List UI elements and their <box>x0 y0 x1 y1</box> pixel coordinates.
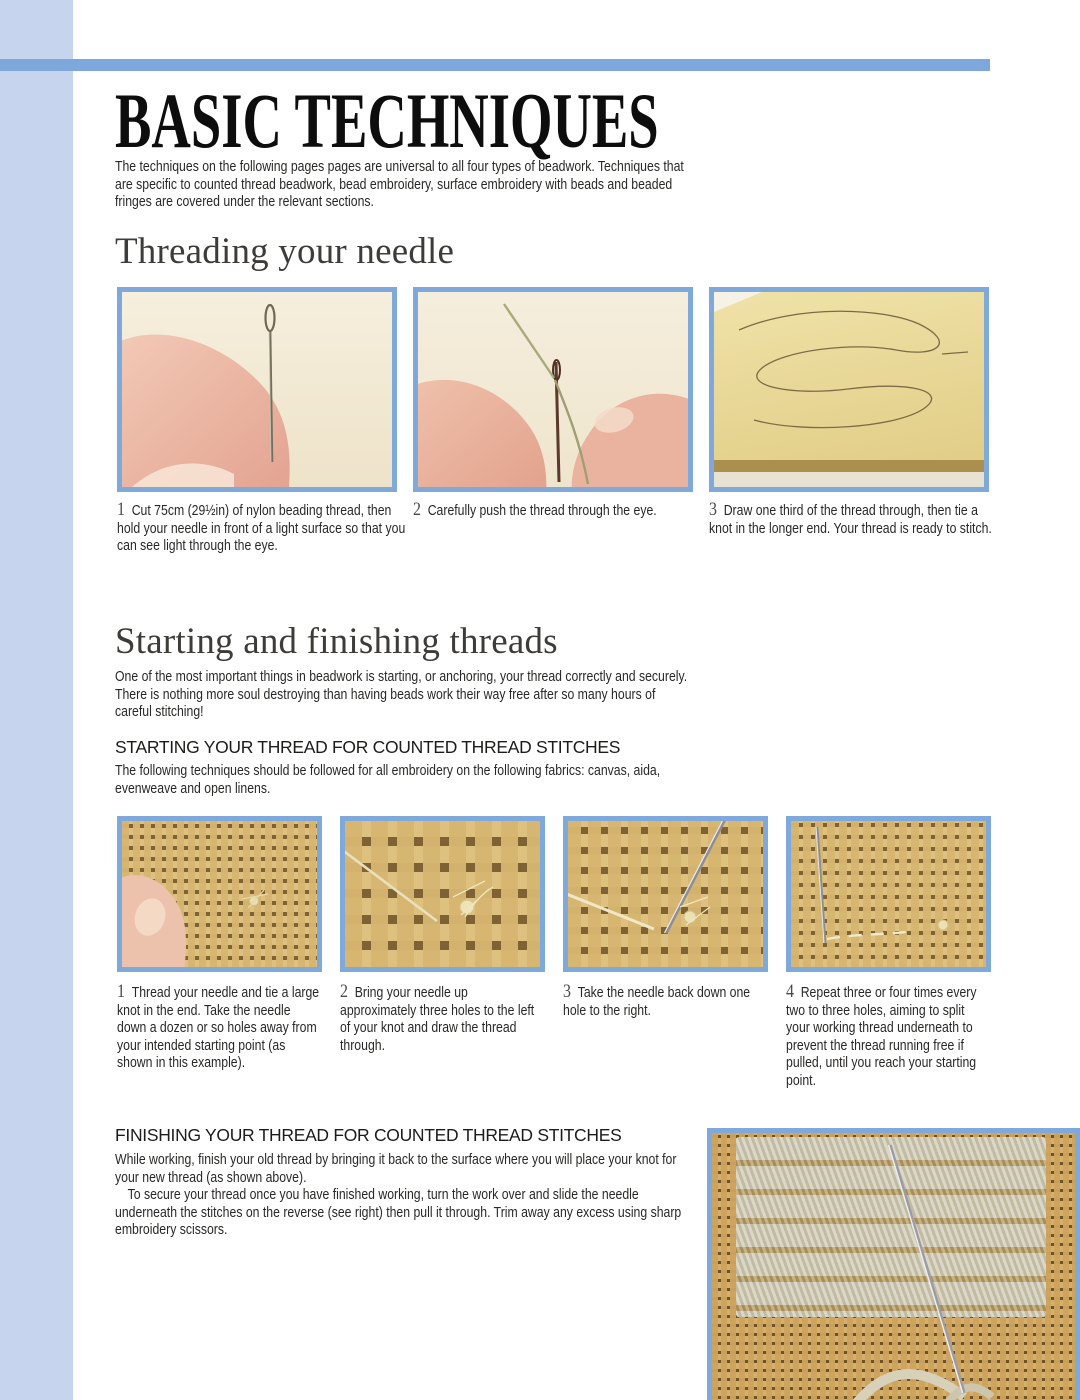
thread-graphic <box>568 893 654 929</box>
starting-step3-graphic <box>568 821 763 967</box>
thread-squiggle-graphic <box>739 311 939 427</box>
step-number: 2 <box>340 981 348 1002</box>
step-caption-threading-3 <box>709 501 995 538</box>
table-edge-graphic <box>714 472 984 487</box>
photo-starting-step4 <box>786 816 991 972</box>
photo-starting-step1 <box>117 816 322 972</box>
needle-eye-graphic <box>266 305 275 331</box>
step-number: 1 <box>117 981 125 1002</box>
step-text: Thread your needle and tie a large knot in the end. Take the needle down a dozen or so holes away from your intended starting point (as shown in this example). <box>117 985 320 1072</box>
needle-highlight <box>816 827 824 943</box>
thread-loops-graphic <box>714 292 984 487</box>
step-number: 3 <box>563 981 571 1002</box>
photo-thread-loops <box>709 287 989 492</box>
finishing-para-2: To secure your thread once you have finished working, turn the work over and slide the needle underneath the stitches on the reverse (see right) then pull it through. Trim away any excess using sharp embroidery scissors. <box>115 1187 682 1239</box>
page-corner-graphic <box>714 292 762 312</box>
step-number: 3 <box>709 499 717 520</box>
step-text: Carefully push the thread through the eye. <box>427 503 657 519</box>
step-text: Draw one third of the thread through, then tie a knot in the longer end. Your thread is ready to stitch. <box>709 503 992 537</box>
step-caption-starting-1 <box>117 983 322 1073</box>
step-text: Cut 75cm (29½in) of nylon beading thread, then hold your needle in front of a light surface so that you can see light through the eye. <box>117 503 406 555</box>
photo-thread-through-eye <box>413 287 693 492</box>
finishing-para-1: While working, finish your old thread by bringing it back to the surface where you will place your knot for your new thread (as shown above). <box>115 1152 677 1186</box>
thread-graphic <box>504 304 554 378</box>
thread-end-graphic <box>942 352 968 354</box>
needle-upright-graphic <box>122 292 392 487</box>
finger-graphic <box>122 335 290 487</box>
step-text: Take the needle back down one hole to the right. <box>563 985 751 1019</box>
starting-step2-graphic <box>345 821 540 967</box>
step-number: 2 <box>413 499 421 520</box>
thread-eye-graphic <box>418 292 688 487</box>
needle-graphic <box>890 1145 964 1393</box>
starting-step4-graphic <box>791 821 986 967</box>
photo-starting-step2 <box>340 816 545 972</box>
step-text: Repeat three or four times every two to three holes, aiming to split your working thread underneath to prevent the thread running free if pulled, until you reach your starting point. <box>786 985 977 1089</box>
subheading-starting-thread: STARTING YOUR THREAD FOR COUNTED THREAD STITCHES <box>115 737 621 757</box>
thread-graphic <box>827 931 911 939</box>
needle-graphic <box>817 827 825 943</box>
starting-thread-intro: The following techniques should be followed for all embroidery on the following fabrics: canvas, aida, evenweave and open linens. <box>115 763 661 797</box>
right-finger-graphic <box>572 394 688 487</box>
left-finger-graphic <box>418 380 546 487</box>
photo-starting-step3 <box>563 816 768 972</box>
top-accent-bar <box>0 59 990 71</box>
left-margin-band <box>0 0 73 1400</box>
starting-finishing-intro: One of the most important things in beadwork is starting, or anchoring, your thread correctly and securely. There is nothing more soul destroying than having beads work their way free after so many hours of careful stitching! <box>115 669 688 721</box>
step-caption-starting-4 <box>786 983 991 1091</box>
finishing-thread-text <box>115 1152 695 1240</box>
knot-graphic <box>938 920 948 930</box>
step-caption-threading-1 <box>117 501 407 556</box>
page-intro: The techniques on the following pages pages are universal to all four types of beadwork. Techniques that are specific to counted thread beadwork, bead embroidery, surface embroidery with beads and beaded fringes are covered under the relevant sections. <box>115 159 684 211</box>
fabric-fold-graphic <box>714 460 984 472</box>
subheading-finishing-thread: FINISHING YOUR THREAD FOR COUNTED THREAD STITCHES <box>115 1125 622 1145</box>
section-heading-starting-finishing: Starting and finishing threads <box>115 621 558 662</box>
step-text: Bring your needle up approximately three holes to the left of your knot and draw the thread through. <box>340 985 535 1054</box>
starting-step1-graphic <box>122 821 317 967</box>
step-number: 4 <box>786 981 794 1002</box>
thread-graphic <box>345 849 437 921</box>
step-caption-starting-2 <box>340 983 545 1055</box>
knot-graphic <box>684 911 696 923</box>
section-heading-threading: Threading your needle <box>115 231 455 272</box>
photo-needle-eye <box>117 287 397 492</box>
step-caption-starting-3 <box>563 983 768 1020</box>
step-caption-threading-2 <box>413 501 703 521</box>
step-number: 1 <box>117 499 125 520</box>
page-title: BASIC TECHNIQUES <box>115 77 659 164</box>
needle-highlight <box>889 1145 963 1393</box>
finishing-graphic <box>712 1133 1075 1400</box>
photo-finishing-reverse <box>707 1128 1080 1400</box>
yarn-strand-graphic <box>852 1374 964 1400</box>
